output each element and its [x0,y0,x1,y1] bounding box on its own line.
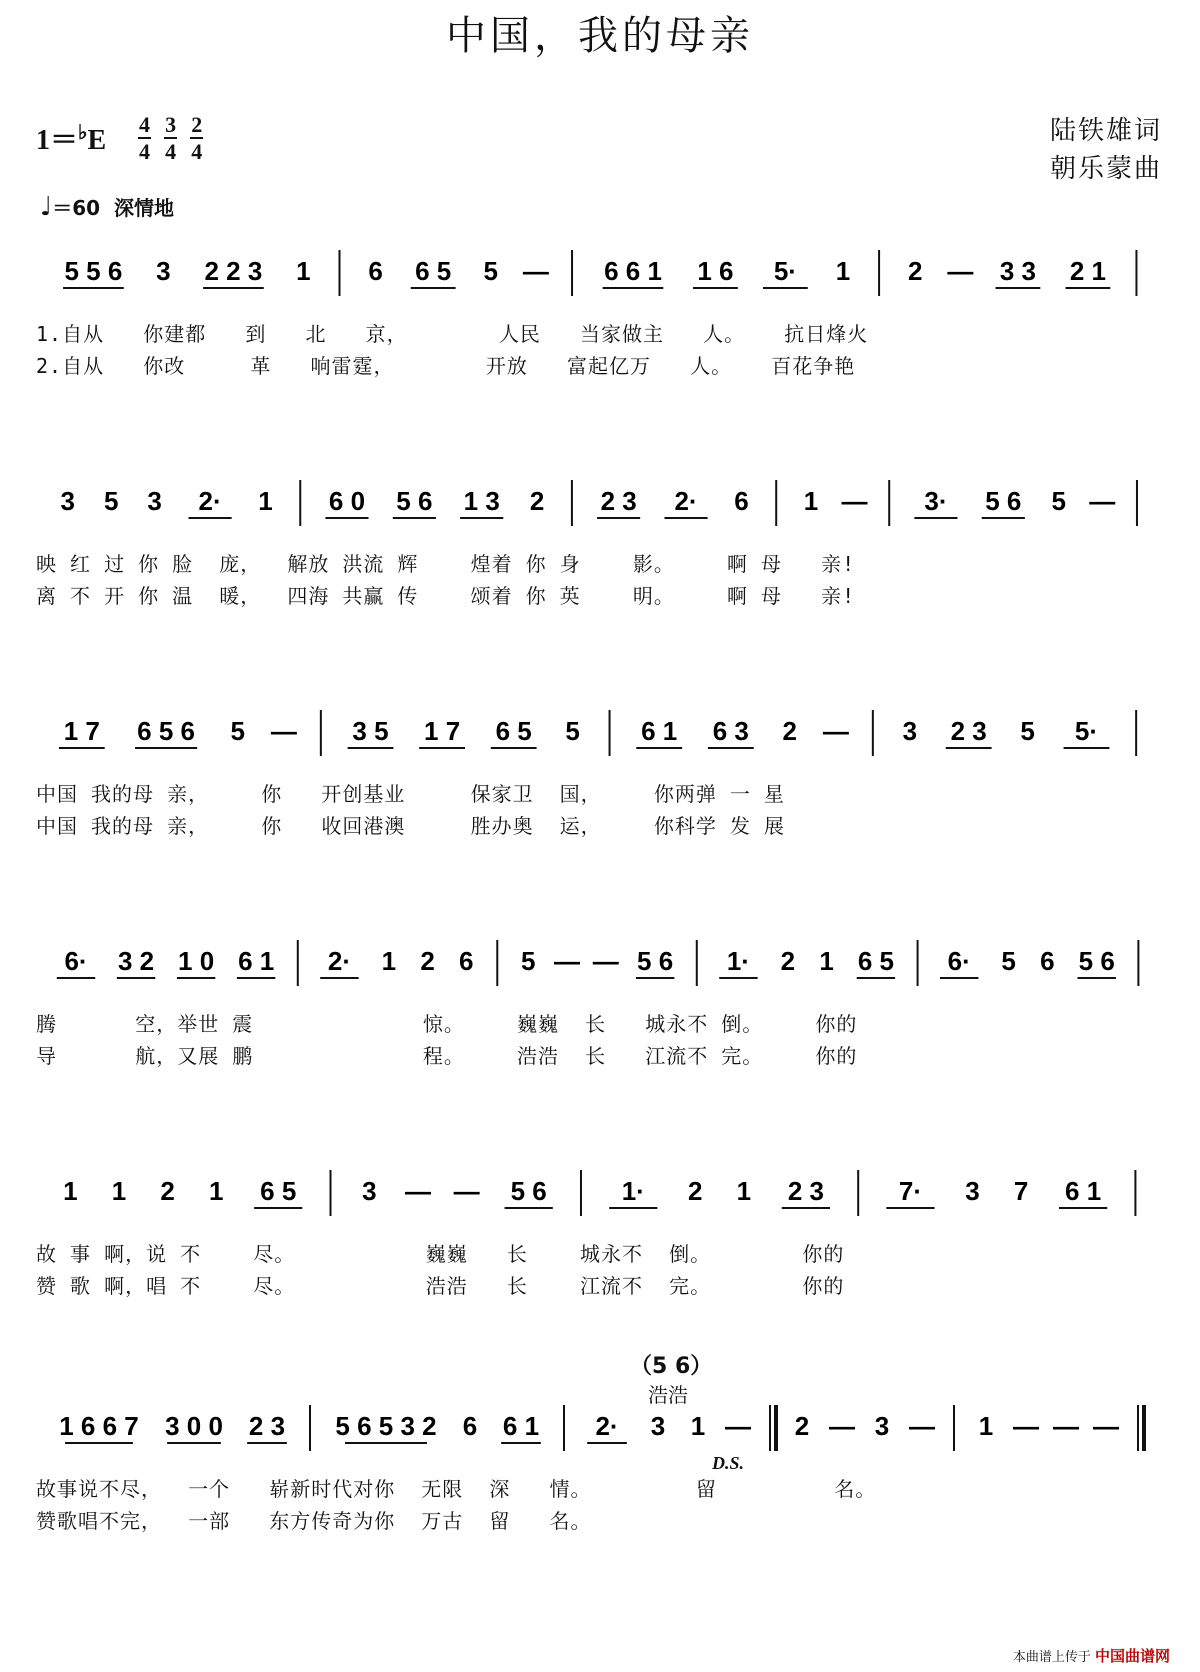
note-group: 2 [780,946,796,976]
note-group: 6· [64,946,88,976]
note-group: 6 1 [502,1411,540,1441]
note-group: 6· [947,946,971,976]
note-group: 6 0 [328,486,366,516]
note-group: 2 [420,946,435,976]
notation-line-3 [0,700,1200,770]
note-group: 3 3 [999,256,1037,286]
note-group: 1 [381,946,397,976]
note-group: 5 5 6 [64,256,123,286]
meter-2-4: $\frac{2}{4}$ [191,112,203,164]
note-group: 2 [782,716,797,746]
note-group: — [405,1176,432,1206]
note-group: 1 [835,256,851,286]
note-group: 1 6 6 7 [59,1411,139,1441]
note-group: 6 1 [641,716,678,746]
note-group: — [592,946,619,976]
alt-notes: （5 6） [630,1354,713,1379]
credits [1050,112,1162,188]
lyric-verse-1: 故 事 啊，说 不 尽。 巍巍 长 城永不 倒。 你的 [36,1242,845,1266]
tempo-value: ＝60 [52,196,101,220]
note-group: 5 [521,946,536,976]
footer [1013,1645,1170,1666]
note-group: 3· [924,486,948,516]
dal-segno-mark: D.S. [712,1453,745,1473]
note-group: 5 6 5 3 2 [335,1411,437,1441]
lyric-verse-2: 2.自从 你改 革 响雷霆， 开放 富起亿万 人。 百花争艳 [36,354,856,378]
note-group: 3 [156,256,171,286]
tempo-expression: 深情地 [114,196,175,220]
note-group: 5 [1001,946,1016,976]
note-group: — [822,716,849,746]
note-group: 1 [111,1176,127,1206]
note-group: 5 [103,486,119,516]
note-group: 2 1 [1069,256,1106,286]
note-group: 7· [898,1176,923,1206]
note-group: 2 [907,256,923,286]
note-group: 3 [874,1411,890,1441]
note-group: 1 [819,946,834,976]
alt-lyric: 浩浩 [648,1383,688,1407]
tempo-marking [40,192,174,222]
note-group: 1 7 [63,716,100,746]
note-group: 5 6 [1078,946,1115,976]
note-group: 1· [726,946,750,976]
note-group: 5 6 [637,946,674,976]
note-group: 3 2 [117,946,155,976]
note-group: 3 [650,1411,666,1441]
note-group: — [1089,486,1116,516]
note-group: 2 3 [950,716,987,746]
note-group: 1 6 [697,256,734,286]
note-group: 2 3 [248,1411,286,1441]
lyric-verse-1: 故事说不尽， 一个 崭新时代对你 无限 深 情。 留 名。 [36,1477,877,1501]
note-group: 1 [296,256,311,286]
note-group: 3 [362,1176,377,1206]
note-group: 6 [734,486,749,516]
note-group: 5 6 [985,486,1022,516]
note-group: 2 3 [600,486,637,516]
note-group: — [1013,1411,1039,1441]
note-group: 3 [147,486,162,516]
note-group: — [270,716,297,746]
notation-line-4 [0,930,1200,1000]
note-group: — [1053,1411,1079,1441]
note-group: 6 [462,1411,478,1441]
key-prefix: 1＝ [36,125,79,156]
note-group: 6 5 [857,946,895,976]
meter-4-4: $\frac{4}{4}$ [139,112,150,164]
lyric-verse-1: 映 红 过 你 脸 庞， 解放 洪流 辉 煌着 你 身 影。 啊 母 亲! [36,552,856,576]
score-system-2 [0,470,1200,670]
quarter-note-icon: ♩ [40,192,53,222]
lyric-verse-1: 腾 空，举世 震 惊。 巍巍 长 城永不 倒。 你的 [36,1012,858,1036]
note-group: 6 [459,946,474,976]
note-group: 2· [198,486,222,516]
lyricist: 陆铁雄词 [1049,116,1162,146]
notation-line-5 [0,1160,1200,1230]
note-group: 6 [1040,946,1055,976]
note-group: 5 [1020,716,1035,746]
score-system-6 [0,1354,1200,1595]
note-group: 2 [160,1176,175,1206]
note-group: 6 1 [238,946,275,976]
notation-line-6 [0,1395,1200,1465]
note-group: 5· [1074,716,1099,746]
note-group: 5 6 [396,486,433,516]
lyric-verse-2: 中国 我的母 亲， 你 收回港澳 胜办奥 运， 你科学 发 展 [36,814,785,838]
note-group: 2 [794,1411,810,1441]
note-group: 6 5 [260,1176,297,1206]
note-group: 6 6 1 [604,256,662,286]
note-group: 2· [674,486,698,516]
note-group: — [909,1411,935,1441]
note-group: 1 [208,1176,224,1206]
note-group: 1 7 [424,716,461,746]
note-group: 2· [595,1411,619,1441]
note-group: 6 5 6 [137,716,196,746]
note-group: 3 [965,1176,980,1206]
note-group: — [554,946,581,976]
score-system-1 [0,240,1200,440]
note-group: 5 [230,716,245,746]
composer: 朝乐蒙曲 [1049,154,1162,184]
note-group: 1· [621,1176,645,1206]
note-group: 5 [1051,486,1066,516]
note-group: 2 [688,1176,703,1206]
lyric-verse-2: 赞歌唱不完， 一部 东方传奇为你 万古 留 名。 [36,1509,592,1533]
note-group: 1 [736,1176,752,1206]
note-group: 7 [1013,1176,1029,1206]
note-group: 6 [368,256,383,286]
note-group: 5 6 [510,1176,547,1206]
score-system-5 [0,1160,1200,1360]
note-group: — [522,256,549,286]
note-group: 6 5 [415,256,452,286]
note-group: 2 3 [787,1176,824,1206]
lyric-verse-2: 赞 歌 啊，唱 不 尽。 浩浩 长 江流不 完。 你的 [36,1274,845,1298]
note-group: 1 0 [178,946,215,976]
song-title: 中国，我的母亲 [446,13,754,59]
lyric-verse-2: 导 航，又展 鹏 程。 浩浩 长 江流不 完。 你的 [36,1044,858,1068]
note-group: 6 5 [495,716,532,746]
note-group: 1 [258,486,273,516]
score-system-4 [0,930,1200,1130]
note-group: — [453,1176,480,1206]
note-group: 3 5 [352,716,389,746]
note-group: 5 [565,716,580,746]
note-group: — [1093,1411,1119,1441]
note-group: 2 2 3 [204,256,263,286]
note-group: 6 1 [1065,1176,1102,1206]
note-group: 2· [327,946,351,976]
note-group: 1 3 [463,486,500,516]
flat-icon: ♭ [78,122,88,144]
notation-line-2 [0,470,1200,540]
note-group: 1 [690,1411,706,1441]
note-group: 1 [63,1176,78,1206]
note-group: 3 0 0 [165,1411,223,1441]
key-letter: E [87,125,107,156]
score-system-3 [0,700,1200,900]
time-signatures [138,114,211,163]
note-group: 5 [483,256,498,286]
note-group: 6 3 [712,716,749,746]
key-signature [36,118,106,158]
footer-text: 本曲谱上传于 [1012,1650,1091,1665]
note-group: — [841,486,868,516]
note-group: 3 [902,716,918,746]
notation-line-1 [0,240,1200,310]
note-group: 1 [803,486,819,516]
note-group: — [829,1411,855,1441]
note-group: 3 [60,486,75,516]
lyric-verse-2: 离 不 开 你 温 暖， 四海 共赢 传 颂着 你 英 明。 啊 母 亲! [36,584,856,608]
note-group: — [725,1411,751,1441]
note-group: 1 [978,1411,994,1441]
note-group: 2 [529,486,545,516]
meter-3-4: $\frac{3}{4}$ [165,112,177,164]
lyric-verse-1: 中国 我的母 亲， 你 开创基业 保家卫 国， 你两弹 一 星 [36,782,785,806]
lyric-verse-1: 1.自从 你建都 到 北 京， 人民 当家做主 人。 抗日烽火 [36,322,869,346]
note-group: 5· [773,256,797,286]
site-logo: 中国曲谱网 [1094,1647,1170,1665]
note-group: — [947,256,974,286]
